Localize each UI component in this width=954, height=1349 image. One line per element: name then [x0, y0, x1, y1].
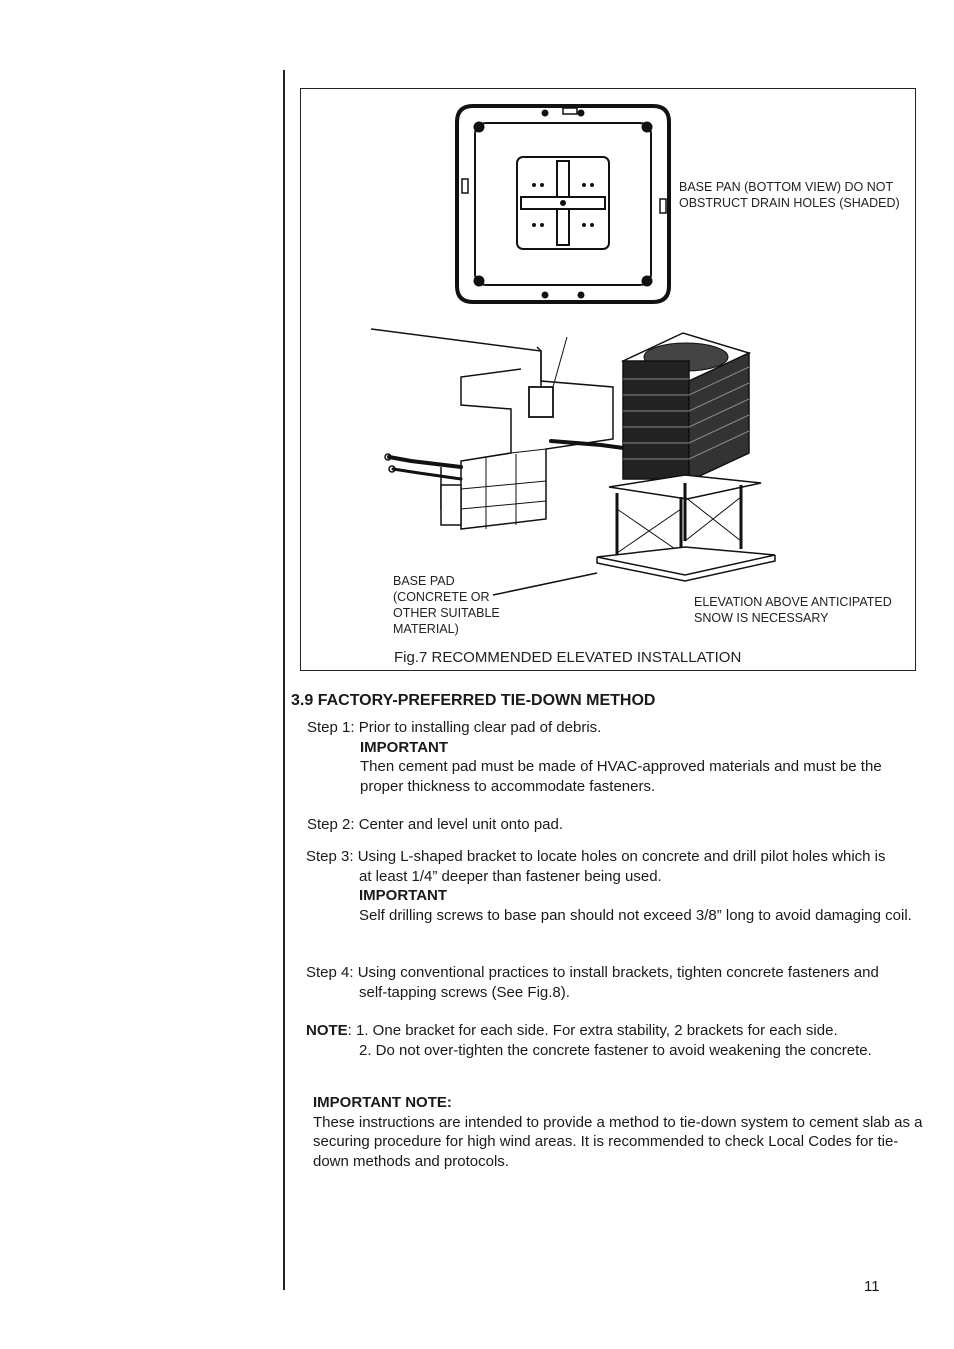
important-note: [313, 1093, 927, 1171]
important-note-text: These instructions are intended to provide a method to tie-down system to cement slab as a securing procedure for high wind areas. It is recommended to check Local Codes for tie-down methods and protocols.: [313, 1113, 923, 1170]
step-2-text: Step 2: Center and level unit onto pad.: [307, 816, 564, 833]
figure-box: [300, 88, 916, 671]
step-1-important-text: Then cement pad must be made of HVAC-approved materials and must be the proper thickness to accommodate fasteners.: [360, 758, 882, 795]
base-pad-label: BASE PAD (CONCRETE OR OTHER SUITABLE MATERIAL): [393, 574, 500, 636]
step-3: [306, 847, 932, 925]
important-note-label: IMPORTANT NOTE:: [313, 1094, 452, 1111]
step-4-text: Step 4: Using conventional practices to install brackets, tighten concrete fasteners and: [306, 964, 879, 981]
section-title: 3.9 FACTORY-PREFERRED TIE-DOWN METHOD: [291, 692, 656, 709]
step-4-text-cont: self-tapping screws (See Fig.8).: [359, 983, 570, 1001]
wall-and-piping-illustration: [371, 329, 631, 529]
step-3-text: Step 3: Using L-shaped bracket to locate holes on concrete and drill pilot holes which is: [306, 848, 886, 865]
step-3-important-label: IMPORTANT: [359, 887, 448, 904]
step-1-important-label: IMPORTANT: [360, 738, 449, 756]
note-label: NOTE: [306, 1022, 348, 1039]
margin-rule: [283, 70, 285, 1290]
step-1-text: Step 1: Prior to installing clear pad of debris.: [307, 719, 602, 736]
elevation-label: ELEVATION ABOVE ANTICIPATED SNOW IS NECESSARY: [694, 595, 892, 625]
note-item-1: : 1. One bracket for each side. For extra stability, 2 brackets for each side.: [347, 1022, 838, 1039]
condenser-unit-illustration: [597, 333, 775, 581]
step-3-text-cont: at least 1/4” deeper than fastener being used.: [359, 867, 662, 885]
base-pan-label: BASE PAN (BOTTOM VIEW) DO NOT OBSTRUCT DRAIN HOLES (SHADED): [679, 180, 900, 210]
page-number: 11: [864, 1278, 880, 1295]
note: [306, 1021, 932, 1060]
figure-caption: Fig.7 RECOMMENDED ELEVATED INSTALLATION: [394, 649, 742, 666]
note-item-2: 2. Do not over-tighten the concrete fastener to avoid weakening the concrete.: [359, 1041, 872, 1059]
step-2: [307, 815, 927, 835]
base-pan-illustration: [457, 106, 669, 302]
step-3-important-text: Self drilling screws to base pan should not exceed 3/8” long to avoid damaging coil.: [359, 906, 912, 924]
step-1: [307, 718, 927, 796]
step-4: [306, 963, 932, 1002]
